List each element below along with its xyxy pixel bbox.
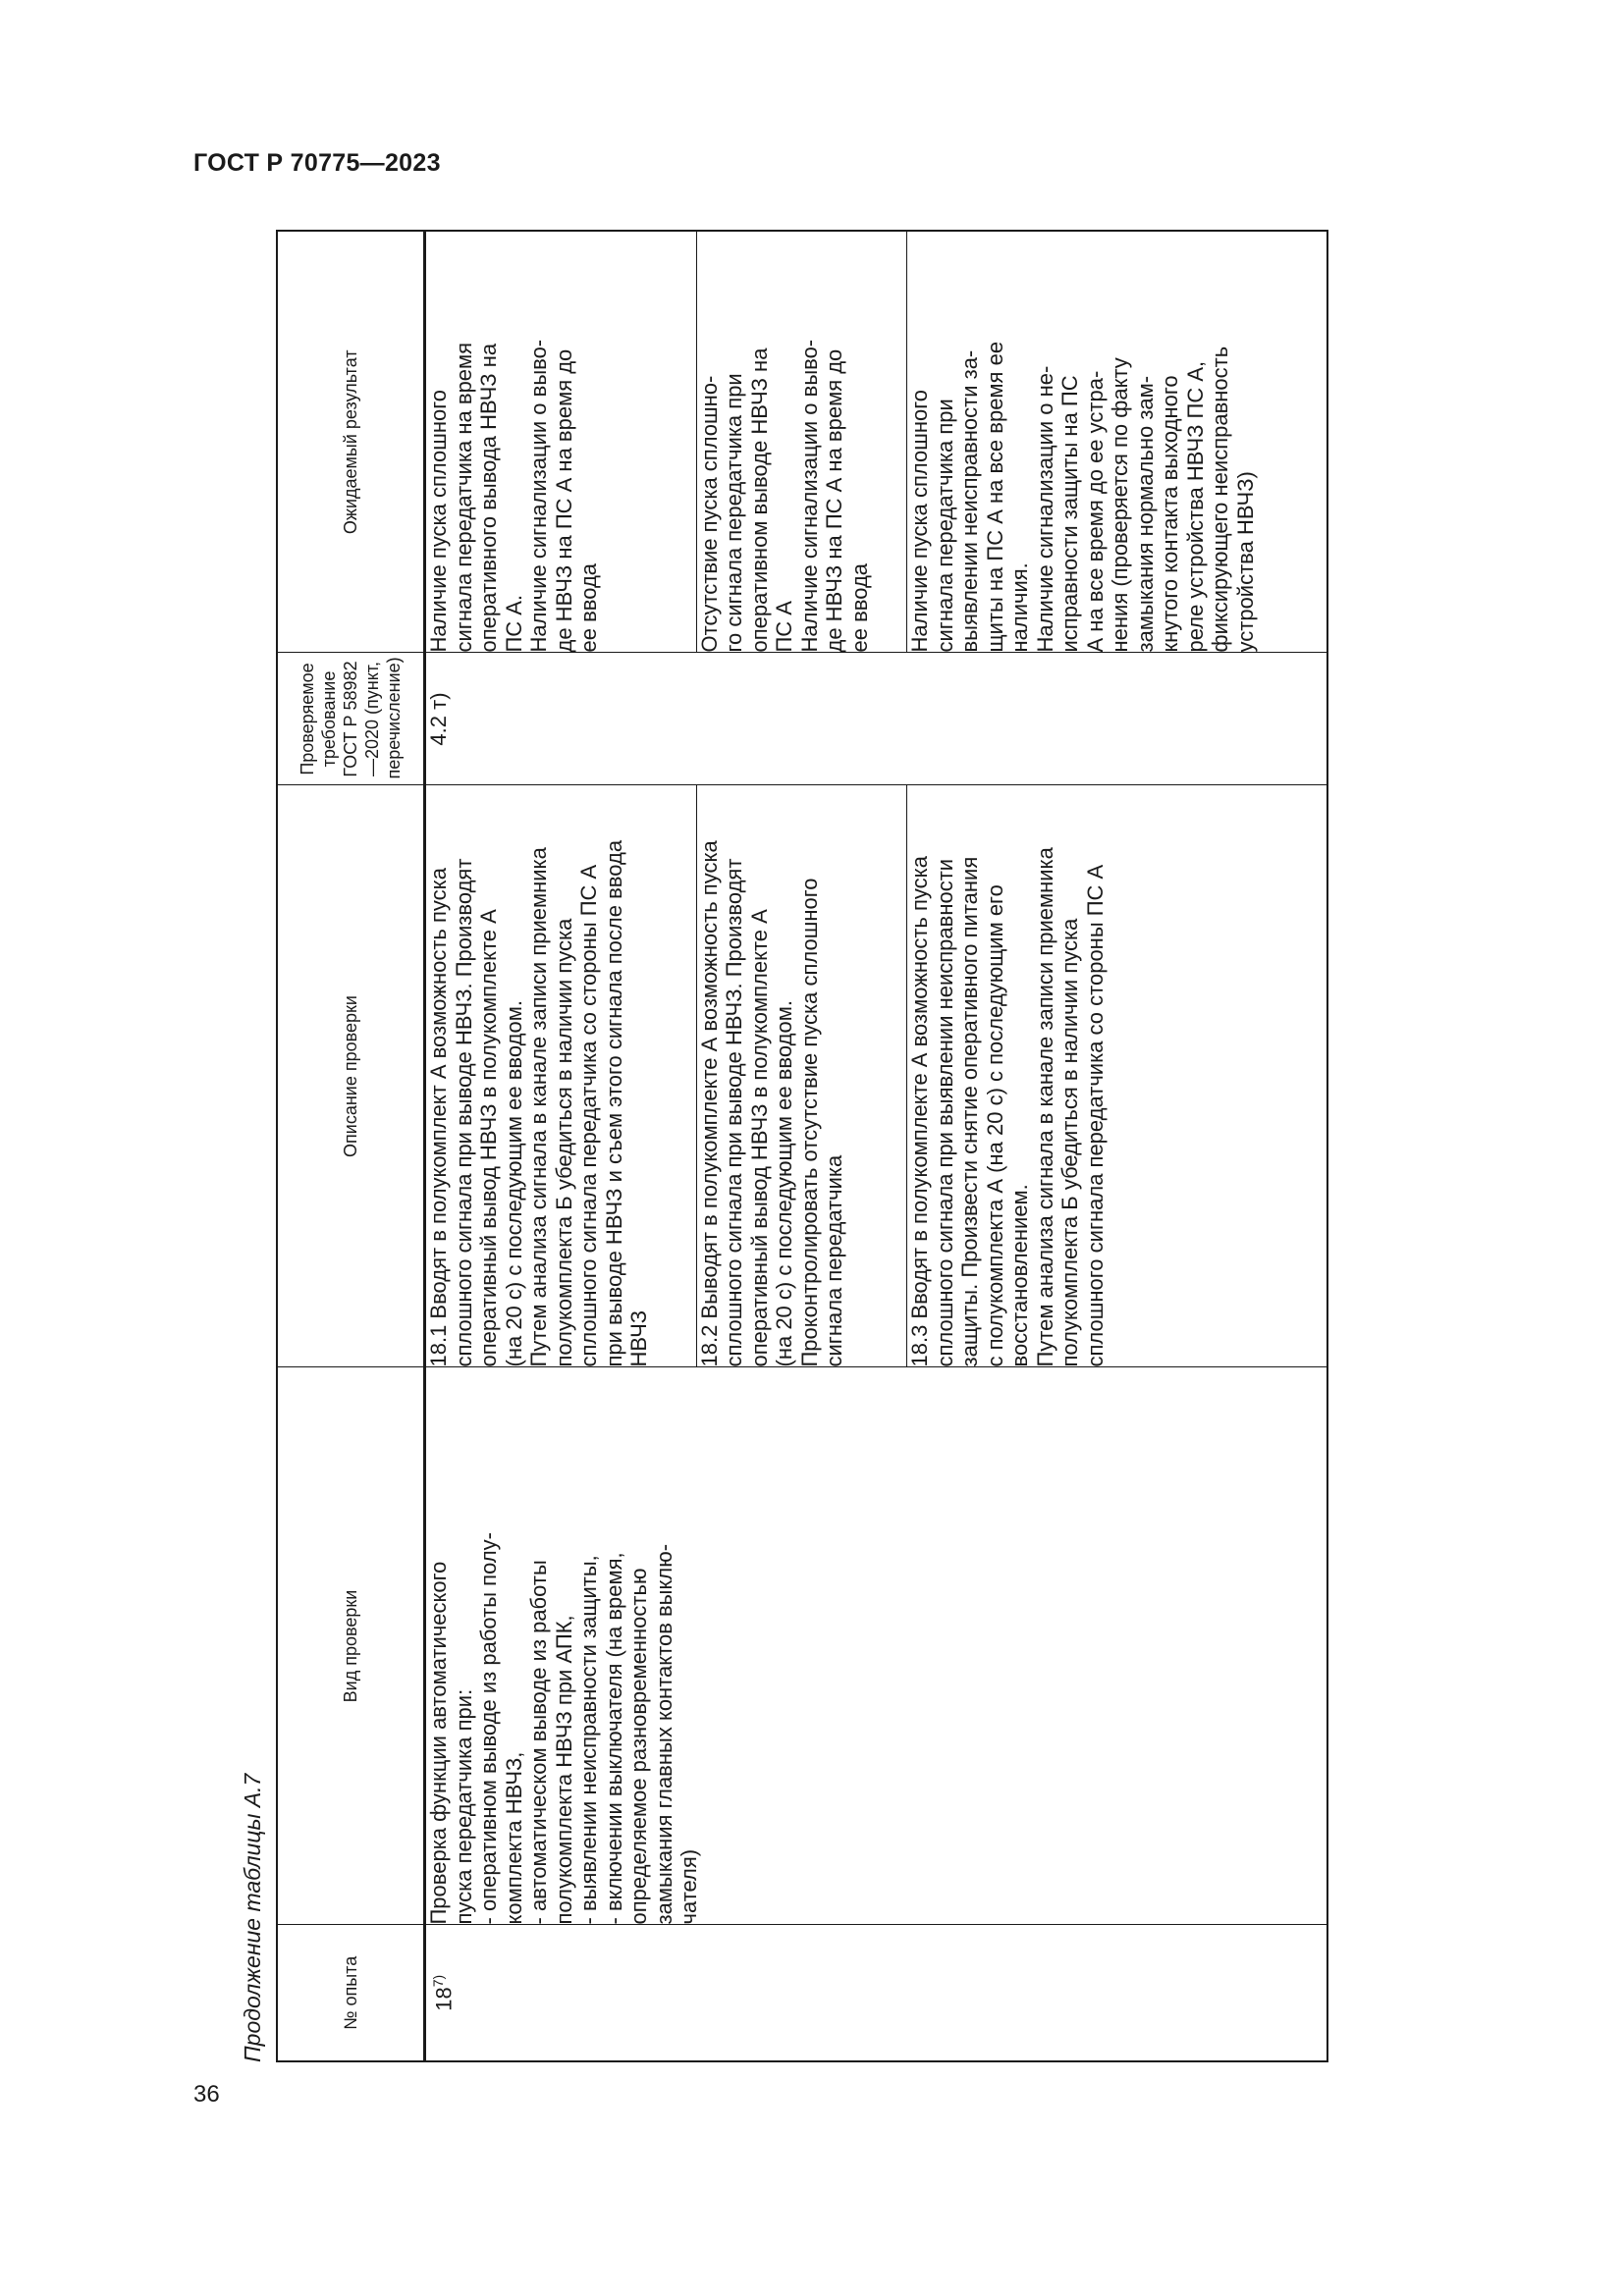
header-num: № опыта: [277, 1925, 425, 2061]
result-line: устройства НВЧЗ): [1232, 471, 1258, 653]
description-line: 18.3 Вводят в полукомплекте А возможность пуска: [907, 856, 933, 1367]
check-type-line: - включении выключателя (на время,: [601, 1552, 626, 1925]
description-line: полукомплекта Б убедиться в наличии пуска: [1057, 918, 1083, 1367]
result-line: ее ввода: [576, 562, 601, 653]
description-line: защиты. Произвести снятие оперативного питания: [957, 856, 983, 1367]
result-line: ПС А: [772, 601, 797, 653]
document-title: ГОСТ Р 70775—2023: [193, 149, 441, 177]
description-cell-18-3: [907, 785, 1327, 1367]
result-line: кнутого контакта выходного: [1158, 375, 1183, 653]
page-number: 36: [193, 2081, 220, 2108]
header-type: Вид проверки: [277, 1367, 425, 1925]
check-type-line: Проверка функции автоматического: [426, 1561, 451, 1925]
description-line: 18.1 Вводят в полукомплект А возможность пуска: [426, 868, 451, 1367]
check-type-line: полукомплекта НВЧЗ при АПК,: [551, 1615, 576, 1925]
check-type-line: определяемое разновременностью: [626, 1568, 651, 1925]
result-line: де НВЧЗ на ПС А на время до: [822, 348, 847, 653]
result-line: реле устройства НВЧЗ ПС А,: [1182, 360, 1208, 653]
description-line: при выводе НВЧЗ и съем этого сигнала после ввода: [601, 839, 626, 1367]
result-line: А на все время до ее устра-: [1082, 370, 1108, 653]
result-line: оперативном выводе НВЧЗ на: [746, 347, 772, 653]
check-type-line: замыкания главных контактов выклю-: [651, 1543, 677, 1925]
table-caption: Продолжение таблицы А.7: [240, 1773, 265, 2062]
result-line: оперативного вывода НВЧЗ на: [476, 343, 501, 653]
result-line: Наличие пуска сплошного: [907, 389, 933, 653]
description-line: Путем анализа сигнала в канале записи приемника: [526, 847, 551, 1367]
description-cell-18-1: [425, 785, 697, 1367]
description-line: сплошного сигнала при выводе НВЧЗ. Производят: [722, 858, 747, 1367]
header-requirement: Проверяемое требование ГОСТ Р 58982—2020 (пункт, перечисление): [277, 653, 425, 785]
check-type-line: - оперативном выводе из работы полу-: [476, 1531, 501, 1925]
check-type-line: - автоматическом выводе из работы: [526, 1560, 551, 1925]
description-line: сигнала передатчика: [822, 1154, 847, 1367]
result-line: сигнала передатчика при: [932, 399, 957, 653]
description-line: Проконтролировать отсутствие пуска сплошного: [796, 878, 822, 1367]
result-line: Наличие пуска сплошного: [426, 389, 451, 653]
result-line: де НВЧЗ на ПС А на время до: [551, 348, 576, 653]
description-line: с полукомплекта А (на 20 с) с последующим его: [982, 884, 1007, 1367]
test-table: [276, 230, 1328, 2062]
result-cell-18-1: [425, 231, 697, 653]
result-line: Наличие сигнализации о выво-: [526, 339, 551, 653]
header-description: Описание проверки: [277, 785, 425, 1367]
table-header-row: [277, 231, 425, 2061]
description-line: сплошного сигнала при выводе НВЧЗ. Производят: [451, 858, 476, 1367]
description-line: 18.2 Выводят в полукомплекте А возможность пуска: [696, 840, 722, 1367]
header-result: Ожидаемый результат: [277, 231, 425, 653]
table-row: [425, 231, 697, 2061]
result-line: щиты на ПС А на все время ее: [982, 341, 1007, 653]
result-line: ее ввода: [846, 562, 872, 653]
description-line: НВЧЗ: [626, 1309, 651, 1367]
requirement-cell: 4.2 т): [425, 653, 1328, 785]
description-line: оперативный вывод НВЧЗ в полукомплекте А: [746, 909, 772, 1367]
check-type-line: комплекта НВЧЗ,: [501, 1751, 526, 1925]
result-line: фиксирующего неисправность: [1208, 346, 1233, 653]
description-cell-18-2: [696, 785, 906, 1367]
check-type-line: пуска передатчика при:: [451, 1688, 476, 1925]
check-type-line: - выявлении неисправности защиты,: [576, 1555, 601, 1925]
test-number: 18: [431, 1987, 457, 2011]
result-line: сигнала передатчика на время: [451, 342, 476, 653]
result-line: выявлении неисправности за-: [957, 349, 983, 653]
description-line: оперативный вывод НВЧЗ в полукомплекте А: [476, 909, 501, 1367]
result-line: Отсутствие пуска сплошно-: [696, 375, 722, 653]
test-number-footnote: 7): [430, 1974, 446, 1988]
result-line: Наличие сигнализации о выво-: [796, 339, 822, 653]
description-line: (на 20 с) с последующим ее вводом.: [772, 1000, 797, 1367]
rotated-table-container: [233, 232, 1328, 2062]
description-line: сплошного сигнала при выявлении неисправности: [932, 858, 957, 1367]
result-cell-18-2: [696, 231, 906, 653]
description-line: Путем анализа сигнала в канале записи приемника: [1032, 847, 1057, 1367]
result-line: замыкания нормально зам-: [1132, 375, 1158, 653]
description-line: восстановлением.: [1007, 1184, 1033, 1367]
description-line: полукомплекта Б убедиться в наличии пуска: [551, 918, 576, 1367]
description-line: сплошного сигнала передатчика со стороны ПС А: [1082, 864, 1108, 1367]
check-type-cell: [425, 1367, 1328, 1925]
test-number-cell: [425, 1925, 1328, 2061]
description-line: (на 20 с) с последующим ее вводом.: [501, 1000, 526, 1367]
result-line: наличия.: [1007, 562, 1033, 653]
check-type-line: чателя): [677, 1848, 701, 1925]
result-cell-18-3: [907, 231, 1327, 653]
result-line: го сигнала передатчика при: [722, 373, 747, 653]
result-line: исправности защиты на ПС: [1057, 375, 1083, 653]
description-line: сплошного сигнала передатчика со стороны ПС А: [576, 864, 601, 1367]
result-line: нения (проверяется по факту: [1108, 357, 1133, 653]
result-line: Наличие сигнализации о не-: [1032, 365, 1057, 653]
result-line: ПС А.: [501, 594, 526, 653]
